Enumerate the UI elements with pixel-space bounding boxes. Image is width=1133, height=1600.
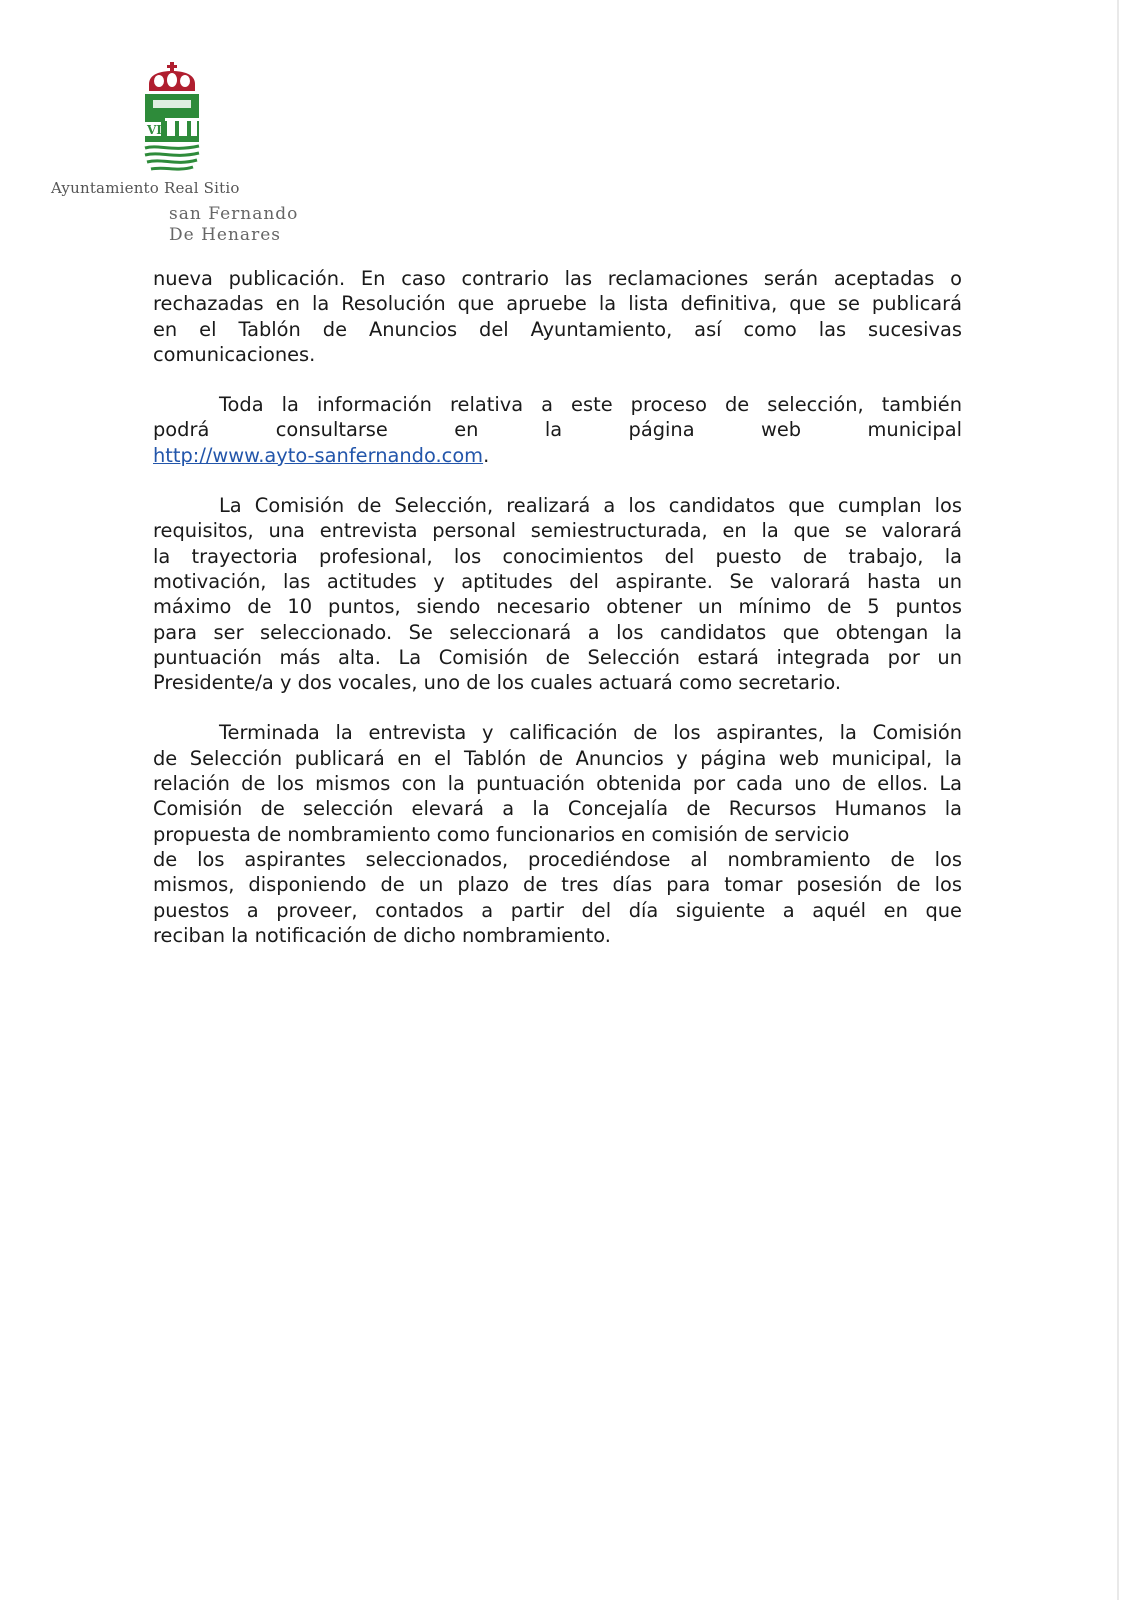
text-line: propuesta de nombramiento como funcionarios en comisión de servicio	[153, 822, 850, 846]
website-link[interactable]: http://www.ayto-sanfernando.com	[153, 443, 484, 467]
text-line: requisitos, una entrevista personal semiestructurada, en la que se valorará	[153, 519, 962, 543]
page-edge-shadow	[1117, 0, 1119, 1600]
text-line: Presidente/a y dos vocales, uno de los cuales actuará como secretario.	[153, 671, 842, 695]
river-waves-icon	[145, 146, 199, 169]
text-line: de Selección publicará en el Tablón de Anuncios y página web municipal, la	[153, 746, 962, 770]
crown-icon	[149, 62, 195, 91]
text-line: Terminada la entrevista y calificación de los aspirantes, la Comisión	[219, 721, 962, 745]
text-line: para ser seleccionado. Se seleccionará a los candidatos que obtengan la	[153, 620, 962, 644]
org-name-line3: De Henares	[169, 225, 281, 245]
link-period: .	[483, 443, 490, 467]
text-line: motivación, las actitudes y aptitudes del aspirante. Se valorará hasta un	[153, 569, 962, 593]
text-line: en el Tablón de Anuncios del Ayuntamiento, así como las sucesivas	[153, 317, 962, 341]
text-line: de los aspirantes seleccionados, procediéndose al nombramiento de los	[153, 847, 962, 871]
svg-text:VI: VI	[147, 123, 162, 137]
text-line: puestos a proveer, contados a partir del día siguiente a aquél en que	[153, 898, 962, 922]
text-line: nueva publicación. En caso contrario las reclamaciones serán aceptadas o	[153, 267, 962, 290]
text-line: mismos, disponiendo de un plazo de tres días para tomar posesión de los	[153, 873, 962, 897]
municipal-crest-logo	[141, 62, 203, 174]
text-line: La Comisión de Selección, realizará a los candidatos que cumplan los	[219, 494, 962, 518]
document-body	[153, 266, 962, 973]
text-line: reciban la notificación de dicho nombramiento.	[153, 923, 611, 947]
text-line: comunicaciones.	[153, 342, 316, 366]
paragraph-1	[153, 266, 962, 367]
shield-icon	[145, 94, 199, 142]
text-line: máximo de 10 puntos, siendo necesario obtener un mínimo de 5 puntos	[153, 595, 962, 619]
paragraph-2	[153, 392, 962, 468]
paragraph-4	[153, 720, 962, 948]
text-line: la trayectoria profesional, los conocimientos del puesto de trabajo, la	[153, 544, 962, 568]
paragraph-3	[153, 493, 962, 695]
text-line: rechazadas en la Resolución que apruebe la lista definitiva, que se publicará	[153, 292, 962, 316]
org-name-line2: san Fernando	[169, 204, 299, 224]
text-line: puntuación más alta. La Comisión de Selección estará integrada por un	[153, 645, 962, 669]
text-line: relación de los mismos con la puntuación obtenida por cada uno de ellos. La	[153, 772, 962, 796]
text-line	[153, 443, 962, 468]
text-line: Toda la información relativa a este proceso de selección, también	[219, 393, 962, 417]
org-name-line1: Ayuntamiento Real Sitio	[51, 179, 240, 197]
text-line: podrá consultarse en la página web municipal	[153, 418, 962, 442]
text-line: Comisión de selección elevará a la Concejalía de Recursos Humanos la	[153, 797, 962, 821]
